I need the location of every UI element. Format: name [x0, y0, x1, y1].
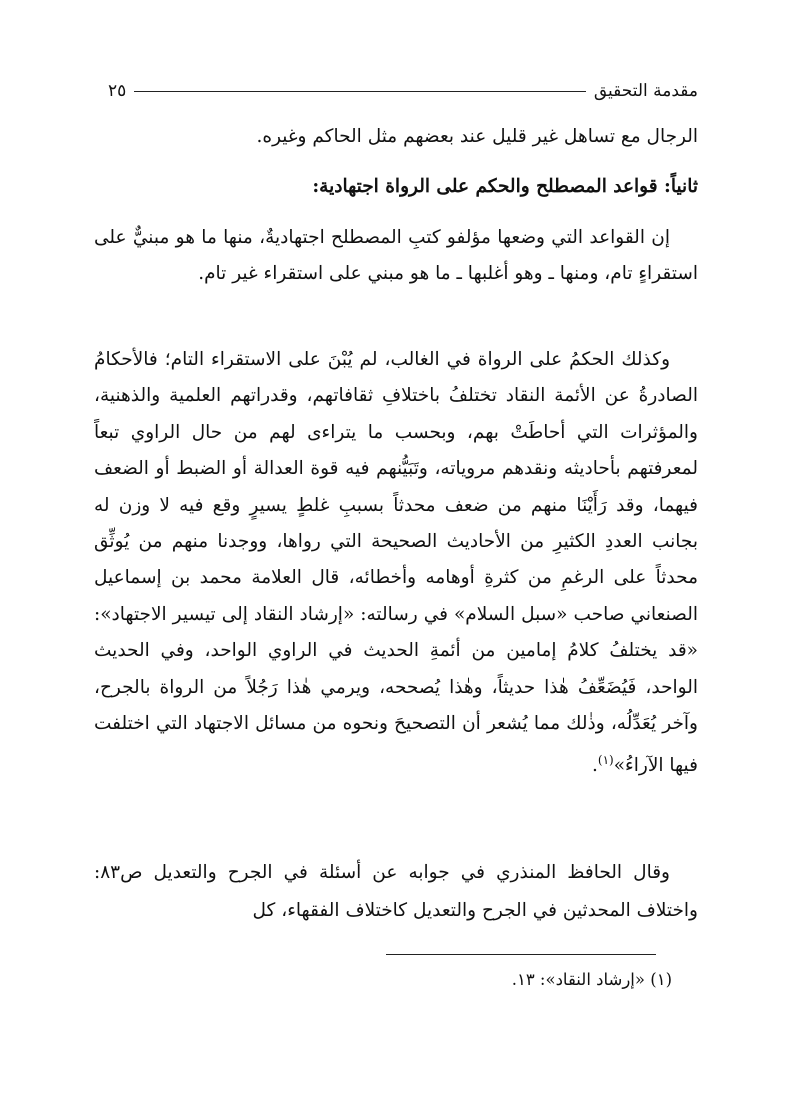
footnote-marker: (١) — [597, 753, 614, 768]
paragraph-3-end: . — [592, 755, 598, 777]
page-header — [108, 76, 698, 106]
paragraph-3-text — [94, 342, 698, 785]
paragraph-2-text: إن القواعد التي وضعها مؤلفو كتبِ المصطلح اجتهاديةٌ، منها ما هو مبنيٌّ على استقراءٍ تام، ومنها ـ وهو أغلبها ـ ما هو مبني على استقراء غير تام. — [94, 227, 698, 284]
paragraph-1-text: الرجال مع تساهل غير قليل عند بعضهم مثل الحاكم وغيره. — [256, 126, 698, 147]
footnote-text: (١) «إرشاد النقاد»: ١٣. — [511, 970, 672, 989]
paragraph-4 — [94, 854, 698, 930]
footnote — [512, 970, 672, 989]
footnote-separator — [386, 954, 656, 955]
paragraph-4-text: وقال الحافظ المنذري في جوابه عن أسئلة في الجرح والتعديل ص٨٣: واختلاف المحدثين في الجرح والتعديل كاختلاف الفقهاء، كل — [94, 862, 698, 921]
paragraph-1 — [94, 118, 698, 156]
header-rule — [134, 91, 586, 92]
section-heading — [94, 170, 698, 204]
paragraph-2 — [94, 220, 698, 292]
page-header-title: مقدمة التحقيق — [593, 81, 698, 101]
page-number: ٢٥ — [108, 81, 127, 101]
paragraph-3-main: وكذلك الحكمُ على الرواة في الغالب، لم يُبْنَ على الاستقراء التام؛ فالأحكامُ الصادرةُ عن الأئمة النقاد تختلفُ باختلافِ ثقافاتهم، وقدراتهم العلمية والذهنية، والمؤثرات التي أحاطَتْ بهم، وبحسب ما يتراءى لهم من حال الراوي تبعاً لمعرفتهم بأحاديثه ونقدهم مروياته، وتَبَيُّنهم فيه قوة العدالة أو الضبط أو الضعف فيهما، وقد رَأَيْنَا منهم من ضعف محدثاً بسببِ غلطٍ يسيرٍ وقع فيه لا وزن له بجانب العددِ الكثيرِ من الأحاديث الصحيحة التي رواها، ووجدنا منهم من يُوثِّق محدثاً على الرغمِ من كثرةِ أوهامه وأخطائه، قال العلامة محمد بن إسماعيل الصنعاني صاحب «سبل السلام» في رسالته: «إرشاد النقاد إلى تيسير الاجتهاد»: «قد يختلفُ كلامُ إمامين من أئمةِ الحديث في الراوي الواحد، وفي الحديث الواحد، فَيُضَعِّفُ هٰذا حديثاً، وهٰذا يُصححه، ويرمي هٰذا رَجُلاً من الرواة بالجرح، وآخر يُعَدِّلُه، وذٰلك مما يُشعر أن التصحيحَ ونحوه من مسائل الاجتهاد التي اختلفت فيها الآراءُ» — [94, 349, 698, 777]
section-heading-text: ثانياً: قواعد المصطلح والحكم على الرواة اجتهادية: — [312, 176, 698, 197]
paragraph-3 — [94, 342, 698, 785]
